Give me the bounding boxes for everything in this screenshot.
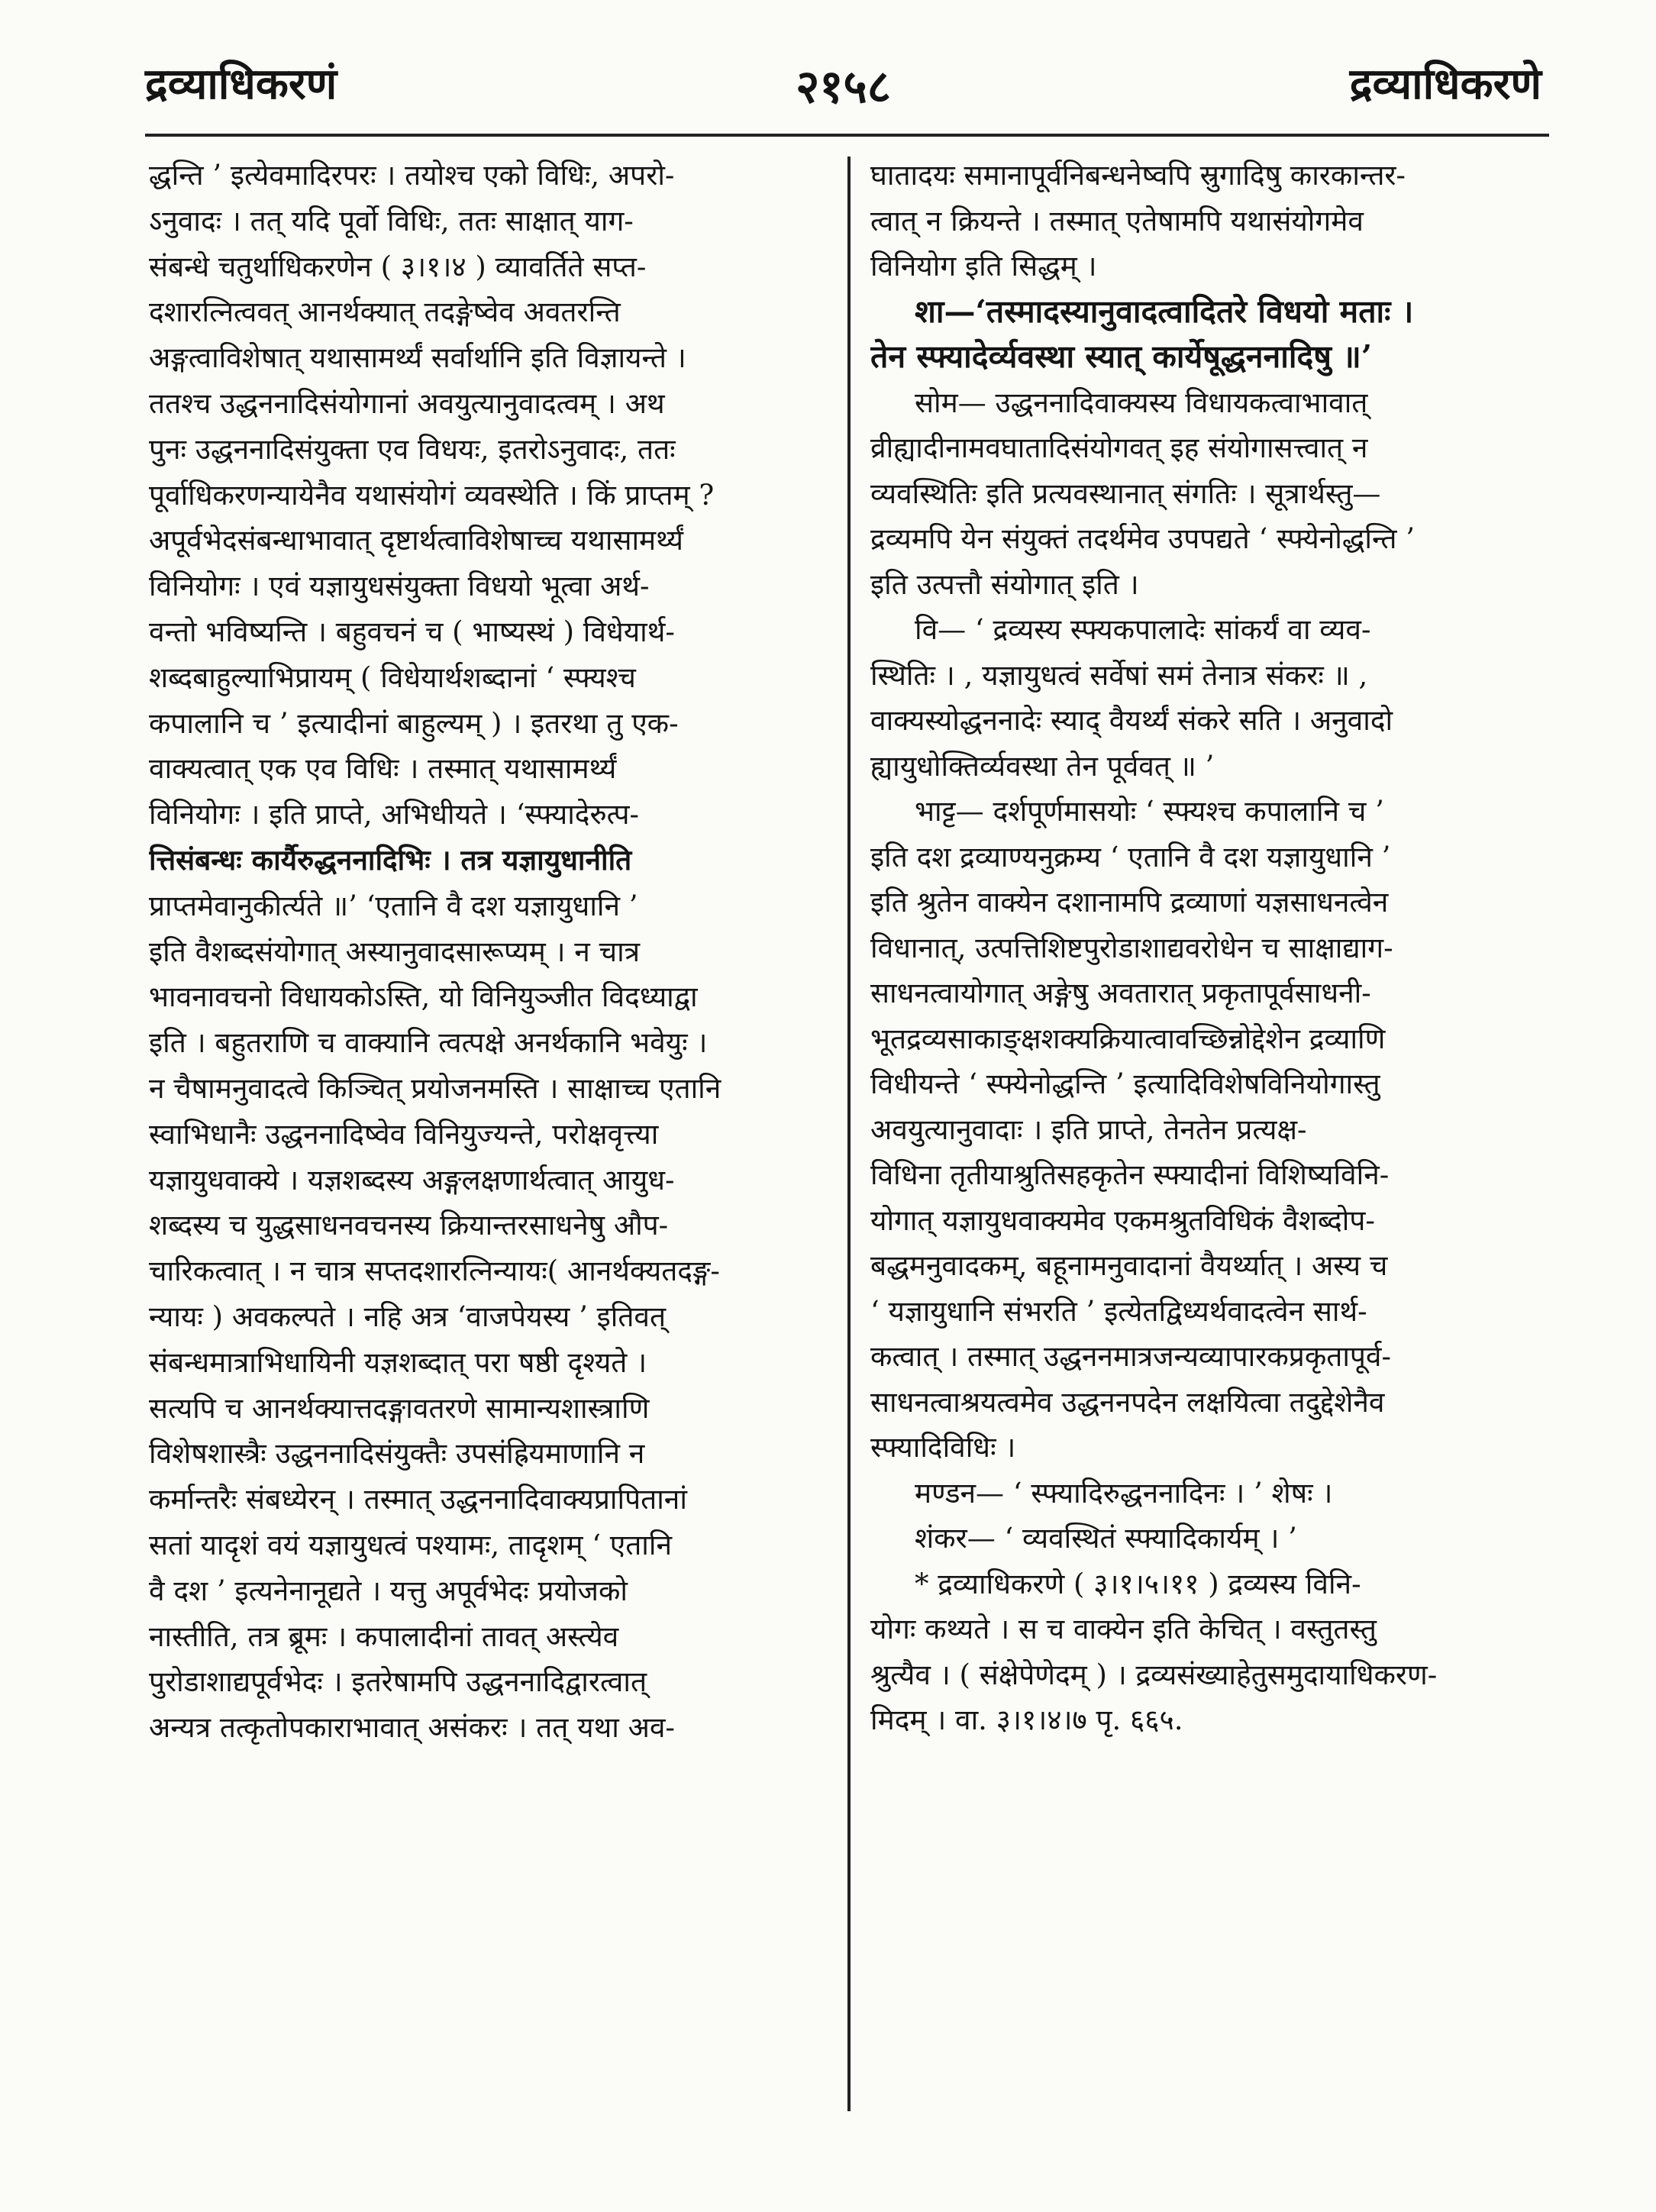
text-line: शब्दबाहुल्याभिप्रायम् ( विधेयार्थशब्दानां ‘ स्फ्यश्च [149, 660, 636, 694]
text-line: कपालानि च ’ इत्यादीनां बाहुल्यम् ) । इतरथा तु एक- [149, 706, 679, 740]
text-line: योगात् यज्ञायुधवाक्यमेव एकमश्रुतविधिकं वैशब्दोप- [870, 1203, 1375, 1237]
text-line: भावनावचनो विधायकोऽस्ति, यो विनियुञ्जीत विदध्याद्वा [149, 980, 698, 1014]
text-line: संबन्धमात्राभिधायिनी यज्ञशब्दात् परा षष्ठी दृश्यते । [149, 1345, 647, 1379]
text-line: इति दश द्रव्याण्यनुक्रम्य ‘ एतानि वै दश यज्ञायुधानि ’ [870, 840, 1391, 873]
text-line: प्राप्तमेवानुकीर्त्यते ॥’ ‘एतानि वै दश यज्ञायुधानि ’ [149, 889, 638, 922]
text-line: न चैषामनुवादत्वे किञ्चित् प्रयोजनमस्ति । साक्षाच्च एतानि [149, 1071, 721, 1105]
text-line: त्तिसंबन्धः कार्यैरुद्धननादिभिः । तत्र यज्ञायुधानीति [149, 842, 632, 877]
text-line: साधनत्वाश्रयत्वमेव उद्धननपदेन लक्षयित्वा तदुद्देशेनैव [870, 1385, 1385, 1419]
text-line: विनियोग इति सिद्धम् । [870, 250, 1097, 283]
text-line: शंकर— ‘ व्यवस्थितं स्फ्यादिकार्यम् । ’ [915, 1522, 1297, 1555]
text-line: व्रीह्यादीनामवघातादिसंयोगवत् इह संयोगासत्त्वात् न [870, 431, 1368, 464]
verse-line: तेन स्फ्यादेर्व्यवस्था स्यात् कार्येषूद्धननादिषु ॥’ [870, 338, 1373, 375]
text-line: सत्यपि च आनर्थक्यात्तदङ्गावतरणे सामान्यशास्त्राणि [149, 1391, 650, 1425]
running-head [145, 53, 1541, 122]
text-line: इति उत्पत्तौ संयोगात् इति । [870, 567, 1139, 601]
text-line: विधानात्, उत्पत्तिशिष्टपुरोडाशाद्यवरोधेन च साक्षाद्याग- [870, 931, 1393, 964]
footnote-line: श्रुत्यैव । ( संक्षेपेणेदम् ) । द्रव्यसंख्याहेतुसमुदायाधिकरण- [870, 1658, 1438, 1691]
left-column [149, 153, 821, 1751]
text-line: ऽनुवादः । तत् यदि पूर्वो विधिः, ततः साक्षात् याग- [149, 204, 634, 237]
text-line: बद्धमनुवादकम्, बहूनामनुवादानां वैयर्थ्यात् । अस्य च [870, 1249, 1388, 1282]
text-line: अपूर्वभेदसंबन्धाभावात् दृष्टार्थत्वाविशेषाच्च यथासामर्थ्यं [149, 524, 683, 557]
text-line: पुनः उद्धननादिसंयुक्ता एव विधयः, इतरोऽनुवादः, ततः [149, 432, 676, 466]
text-line: ततश्च उद्धननादिसंयोगानां अवयुत्यानुवादत्वम् । अथ [149, 386, 665, 420]
text-line: व्यवस्थितिः इति प्रत्यवस्थानात् संगतिः । सूत्रार्थस्तु— [870, 476, 1381, 510]
text-line: विनियोगः । इति प्राप्ते, अभिधीयते । ‘स्फ्यादेरुत्प- [149, 798, 639, 832]
text-line: इति श्रुतेन वाक्येन दशानामपि द्रव्याणां यज्ञसाधनत्वेन [870, 886, 1389, 919]
footnote-line: * द्रव्याधिकरणे ( ३।१।५।११ ) द्रव्यस्य विनि- [915, 1567, 1361, 1600]
text-line: त्वात् न क्रियन्ते । तस्मात् एतेषामपि यथासंयोगमेव [870, 204, 1364, 237]
text-line: वाक्यस्योद्धननादेः स्याद् वैयर्थ्यं संकरे सति । अनुवादो [870, 704, 1393, 737]
page-number: २१५८ [796, 60, 891, 114]
column-divider [847, 157, 851, 2111]
text-line: विशेषशास्त्रैः उद्धननादिसंयुक्तैः उपसंह्रियमाणानि न [149, 1437, 645, 1471]
text-line: शब्दस्य च युद्धसाधनवचनस्य क्रियान्तरसाधनेषु औप- [149, 1209, 669, 1242]
text-line: ह्यायुधोक्तिर्व्यवस्था तेन पूर्ववत् ॥ ’ [870, 749, 1215, 783]
text-line: भूतद्रव्यसाकाङ्क्षशक्यक्रियात्वावच्छिन्नोद्देशेन द्रव्याणि [870, 1022, 1386, 1055]
text-line: वै दश ’ इत्यनेनानूद्यते । यत्तु अपूर्वभेदः प्रयोजको [149, 1574, 628, 1607]
text-line: कत्वात् । तस्मात् उद्धननमात्रजन्यव्यापारकप्रकृतापूर्व- [870, 1340, 1392, 1373]
text-line: घातादयः समानापूर्वनिबन्धनेष्वपि स्रुगादिषु कारकान्तर- [870, 159, 1406, 192]
verse-line: शा—‘तस्मादस्यानुवादत्वादितरे विधयो मताः । [915, 292, 1414, 330]
text-line: दशारत्नित्ववत् आनर्थक्यात् तदङ्गेष्वेव अवतरन्ति [149, 295, 621, 329]
right-column [870, 153, 1542, 1743]
running-head-right: द्रव्याधिकरणे [1349, 59, 1541, 109]
text-line: स्थितिः । , यज्ञायुधत्वं सर्वेषां समं तेनात्र संकरः ॥ , [870, 658, 1368, 692]
text-line: संबन्धे चतुर्थाधिकरणेन ( ३।१।४ ) व्यावर्तिते सप्त- [149, 250, 647, 283]
text-line: सोम— उद्धननादिवाक्यस्य विधायकत्वाभावात् [915, 386, 1368, 419]
text-line: विधीयन्ते ‘ स्फ्येनोद्धन्ति ’ इत्यादिविशेषविनियोगास्तु [870, 1067, 1380, 1100]
footnote-line: योगः कथ्यते । स च वाक्येन इति केचित् । वस्तुतस्तु [870, 1613, 1377, 1645]
text-line: इति । बहुतराणि च वाक्यानि त्वत्पक्षे अनर्थकानि भवेयुः । [149, 1026, 708, 1060]
text-line: स्वाभिधानैः उद्धननादिष्वेव विनियुज्यन्ते, परोक्षवृत्त्या [149, 1117, 659, 1151]
text-line: द्रव्यमपि येन संयुक्तं तदर्थमेव उपपद्यते ‘ स्फ्येनोद्धन्ति ’ [870, 522, 1416, 555]
text-line: चारिकत्वात् । न चात्र सप्तदशारत्निन्यायः( आनर्थक्यतदङ्ग- [149, 1255, 720, 1288]
text-line: यज्ञायुधवाक्ये । यज्ञशब्दस्य अङ्गलक्षणार्थत्वात् आयुध- [149, 1163, 675, 1196]
text-line: स्फ्यादिविधिः । [870, 1431, 1016, 1464]
text-line: सतां यादृशं वयं यज्ञायुधत्वं पश्यामः, तादृशम् ‘ एतानि [149, 1528, 673, 1561]
running-head-left: द्रव्याधिकरणं [145, 59, 337, 109]
text-line: पुरोडाशाद्यपूर्वभेदः । इतरेषामपि उद्धननादिद्वारत्वात् [149, 1665, 647, 1699]
header-rule [145, 134, 1549, 137]
text-line: अन्यत्र तत्कृतोपकाराभावात् असंकरः । तत् यथा अव- [149, 1711, 675, 1745]
text-line: वि— ‘ द्रव्यस्य स्फ्यकपालादेः सांकर्यं वा व्यव- [915, 613, 1371, 646]
text-line: विधिना तृतीयाश्रुतिसहकृतेन स्फ्यादीनां विशिष्यविनि- [870, 1158, 1390, 1191]
text-line: ‘ यज्ञायुधानि संभरति ’ इत्येतद्विध्यर्थवादत्वेन सार्थ- [870, 1294, 1367, 1328]
text-line: न्यायः ) अवकल्पते । नहि अत्र ‘वाजपेयस्य ’ इतिवत् [149, 1300, 667, 1333]
text-line: इति वैशब्दसंयोगात् अस्यानुवादसारूप्यम् । न चात्र [149, 935, 641, 968]
text-line: अङ्गत्वाविशेषात् यथासामर्थ्यं सर्वार्थानि इति विज्ञायन्ते । [149, 341, 686, 375]
text-line: वन्तो भविष्यन्ति । बहुवचनं च ( भाष्यस्थं ) विधेयार्थ- [149, 615, 675, 648]
footnote-line: मिदम् । वा. ३।१।४।७ पृ. ६६५. [870, 1703, 1183, 1736]
text-line: अवयुत्यानुवादाः । इति प्राप्ते, तेनतेन प्रत्यक्ष- [870, 1112, 1307, 1146]
text-line: भाट्ट— दर्शपूर्णमासयोः ‘ स्फ्यश्च कपालानि च ’ [915, 795, 1384, 828]
text-line: साधनत्वायोगात् अङ्गेषु अवतारात् प्रकृतापूर्वसाधनी- [870, 977, 1371, 1009]
text-line: विनियोगः । एवं यज्ञायुधसंयुक्ता विधयो भूत्वा अर्थ- [149, 570, 650, 603]
text-line: मण्डन— ‘ स्फ्यादिरुद्धननादिनः । ’ शेषः । [915, 1476, 1333, 1510]
text-line: द्धन्ति ’ इत्येवमादिरपरः । तयोश्च एको विधिः, अपरो- [149, 159, 675, 192]
text-line: वाक्यत्वात् एक एव विधिः । तस्मात् यथासामर्थ्यं [149, 752, 617, 786]
text-line: पूर्वाधिकरणन्यायेनैव यथासंयोगं व्यवस्थेति । किं प्राप्तम् ? [149, 478, 715, 512]
text-line: नास्तीति, तत्र ब्रूमः । कपालादीनां तावत् अस्त्येव [149, 1619, 619, 1653]
text-line: कर्मान्तरैः संबध्येरन् । तस्मात् उद्धननादिवाक्यप्रापितानां [149, 1483, 687, 1516]
